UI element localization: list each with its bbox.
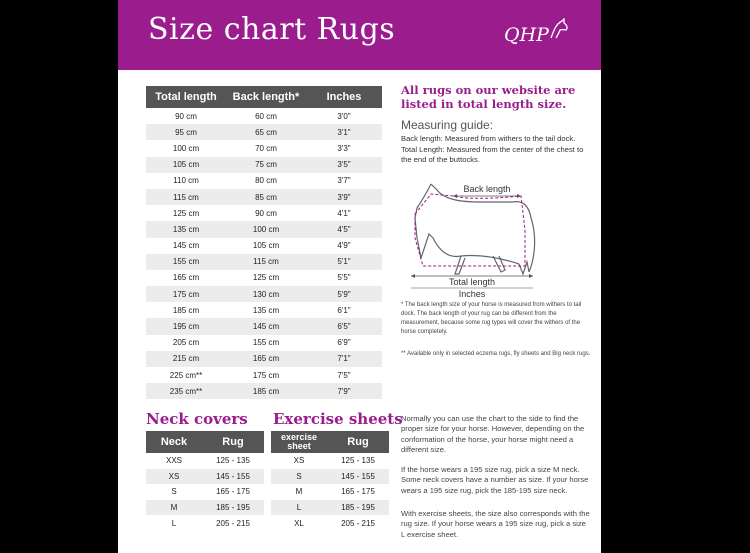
inches-cell: 3'9" — [306, 189, 382, 205]
table-row — [146, 367, 382, 383]
inches-cell: 5'5" — [337, 273, 351, 283]
brand-logo-text: QHP — [504, 24, 549, 46]
inches-cell: 3'3" — [337, 143, 351, 153]
total-length-cell: 145 cm — [172, 241, 200, 251]
rug-size-table — [146, 86, 382, 399]
availability-footnote: ** Available only in selected eczema rugs, fly sheets and Big neck rugs. — [401, 351, 591, 357]
total-length-cell: 195 cm — [146, 318, 226, 334]
back-length-cell: 75 cm — [226, 157, 306, 173]
table-row — [271, 515, 389, 531]
table-row — [146, 124, 382, 140]
back-length-cell: 125 cm — [252, 273, 280, 283]
total-length-cell: 125 cm — [172, 208, 200, 218]
horse-measurement-diagram — [401, 178, 551, 300]
rug-size-cell: 165 - 175 — [341, 487, 375, 497]
column-header-exercise-sheet: exercise sheet — [271, 431, 327, 453]
table-row — [146, 189, 382, 205]
table-row — [146, 157, 382, 173]
table-row — [146, 254, 382, 270]
rug-size-cell: 165 - 175 — [216, 487, 250, 497]
table-row — [146, 383, 382, 399]
rug-size-cell: 125 - 135 — [341, 456, 375, 466]
table-row — [146, 318, 382, 334]
back-length-cell: 155 cm — [252, 338, 280, 348]
header-banner — [118, 0, 601, 70]
back-length-cell: 80 cm — [255, 176, 277, 186]
table-row — [146, 453, 264, 469]
back-length-cell: 185 cm — [226, 383, 306, 399]
back-length-cell: 100 cm — [226, 221, 306, 237]
inches-cell: 7'1" — [306, 351, 382, 367]
column-header-total-length: Total length — [146, 86, 226, 108]
total-length-cell: 215 cm — [146, 351, 226, 367]
total-length-cell: 115 cm — [146, 189, 226, 205]
neck-covers-table — [146, 431, 264, 531]
table-row — [146, 173, 382, 189]
table-row — [146, 500, 264, 516]
inches-cell: 5'9" — [306, 286, 382, 302]
total-length-cell: 185 cm — [172, 305, 200, 315]
table-row — [271, 469, 389, 485]
inches-cell: 6'5" — [306, 318, 382, 334]
horse-outline — [415, 184, 535, 274]
inches-cell: 4'1" — [337, 208, 351, 218]
back-length-definition: Back length: Measured from withers to the tail dock. — [401, 134, 576, 143]
back-length-cell: 175 cm — [252, 370, 280, 380]
neck-size-cell: XS — [146, 469, 202, 485]
neck-covers-table-body — [146, 453, 264, 531]
column-header-rug: Rug — [327, 431, 389, 453]
table-row — [146, 205, 382, 221]
back-length-cell: 130 cm — [226, 286, 306, 302]
inches-cell: 7'5" — [337, 370, 351, 380]
sizing-note: Normally you can use the chart to the side to find the proper size for your horse. However, depending on the conformation of the horse, your horse might need a different size. — [401, 414, 585, 454]
total-length-definition: Total Length: Measured from the center of the chest to the end of the buttocks. — [401, 144, 584, 164]
table-row — [146, 140, 382, 156]
back-length-cell: 70 cm — [255, 143, 277, 153]
total-length-cell: 105 cm — [146, 157, 226, 173]
back-length-cell: 65 cm — [226, 124, 306, 140]
brand-logo — [504, 24, 549, 46]
table-row — [271, 453, 389, 469]
page-title: Size chart Rugs — [148, 12, 396, 47]
horse-head-icon — [548, 18, 570, 40]
inches-cell: 3'0" — [337, 111, 351, 121]
back-length-cell: 115 cm — [226, 254, 306, 270]
measuring-guide-text — [401, 134, 591, 166]
total-length-cell: 235 cm** — [146, 383, 226, 399]
table-row — [146, 302, 382, 318]
rug-size-cell: 205 - 215 — [341, 518, 375, 528]
rug-size-cell: 125 - 135 — [216, 456, 250, 466]
total-length-cell: 225 cm** — [169, 370, 203, 380]
rug-size-cell: 185 - 195 — [202, 500, 264, 516]
neck-covers-heading: Neck covers — [146, 410, 248, 428]
listing-note-heading: All rugs on our website are listed in total length size. — [401, 83, 576, 111]
neck-sizing-note: If the horse wears a 195 size rug, pick a size M neck. Some neck covers have a number as size. If your horse wears a 195 size rug, pick the 185-195 size neck. — [401, 465, 589, 495]
neck-size-cell: L — [171, 518, 177, 528]
inches-cell: 6'9" — [337, 338, 351, 348]
exercise-sizing-note: With exercise sheets, the size also corresponds with the rug size. If your horse wears a 195 size rug, pick a size L exercise sheet. — [401, 509, 590, 539]
exercise-sheets-heading: Exercise sheets — [273, 410, 403, 428]
inches-cell: 5'1" — [306, 254, 382, 270]
back-length-footnote: * The back length size of your horse is measured from withers to tail dock. The back length of your rug can be different from the measurement, because some rug types will cover the withers of the horse completely. — [401, 302, 582, 335]
rug-size-table-body — [146, 108, 382, 399]
table-row — [271, 500, 389, 516]
table-row — [146, 351, 382, 367]
size-chart-page — [118, 0, 601, 553]
table-row — [146, 108, 382, 124]
neck-size-cell: S — [171, 487, 177, 497]
total-length-cell: 95 cm — [146, 124, 226, 140]
table-row — [146, 515, 264, 531]
inches-cell: 3'5" — [306, 157, 382, 173]
table-header-row — [146, 431, 264, 453]
table-row — [146, 221, 382, 237]
rug-size-cell: 205 - 215 — [216, 518, 250, 528]
table-row — [146, 484, 264, 500]
exercise-sheet-size-cell: XL — [294, 518, 304, 528]
back-length-cell: 105 cm — [252, 241, 280, 251]
rug-size-cell: 145 - 155 — [202, 469, 264, 485]
inches-cell: 7'9" — [306, 383, 382, 399]
total-length-cell: 175 cm — [146, 286, 226, 302]
inches-cell: 4'9" — [337, 241, 351, 251]
measuring-guide-heading: Measuring guide: — [401, 118, 494, 132]
total-length-cell: 110 cm — [173, 176, 199, 186]
exercise-sheets-table-body — [271, 453, 389, 531]
exercise-sheet-size-cell: M — [295, 487, 303, 497]
exercise-sheet-size-cell: XS — [293, 456, 305, 466]
inches-cell: 3'7" — [337, 176, 351, 186]
table-row — [146, 238, 382, 254]
rug-size-cell: 145 - 155 — [327, 469, 389, 485]
table-row — [146, 335, 382, 351]
table-row — [146, 286, 382, 302]
table-header-row — [146, 86, 382, 108]
inches-cell: 6'1" — [337, 305, 351, 315]
total-length-cell: 135 cm — [146, 221, 226, 237]
exercise-sheets-table — [271, 431, 389, 531]
inches-label: Inches — [458, 289, 486, 299]
exercise-sheet-size-cell: S — [271, 469, 327, 485]
rug-size-cell: 185 - 195 — [327, 500, 389, 516]
column-header-neck: Neck — [146, 431, 202, 453]
back-length-cell: 90 cm — [255, 208, 277, 218]
back-length-cell: 85 cm — [226, 189, 306, 205]
exercise-sheet-size-cell: L — [271, 500, 327, 516]
inches-cell: 4'5" — [306, 221, 382, 237]
column-header-back-length: Back length* — [226, 86, 306, 108]
column-header-rug: Rug — [202, 431, 264, 453]
total-length-cell: 155 cm — [146, 254, 226, 270]
back-length-cell: 135 cm — [252, 305, 280, 315]
total-length-cell: 90 cm — [175, 111, 197, 121]
table-row — [271, 484, 389, 500]
table-row — [146, 469, 264, 485]
table-header-row — [271, 431, 389, 453]
back-length-cell: 145 cm — [226, 318, 306, 334]
total-length-label: Total length — [448, 277, 496, 287]
total-length-cell: 205 cm — [172, 338, 200, 348]
total-length-cell: 165 cm — [172, 273, 200, 283]
inches-cell: 3'1" — [306, 124, 382, 140]
back-length-cell: 165 cm — [226, 351, 306, 367]
back-length-cell: 60 cm — [255, 111, 277, 121]
table-row — [146, 270, 382, 286]
back-length-label: Back length — [463, 184, 511, 194]
total-length-cell: 100 cm — [172, 143, 200, 153]
neck-size-cell: XXS — [165, 456, 182, 466]
column-header-inches: Inches — [306, 86, 382, 108]
neck-size-cell: M — [146, 500, 202, 516]
